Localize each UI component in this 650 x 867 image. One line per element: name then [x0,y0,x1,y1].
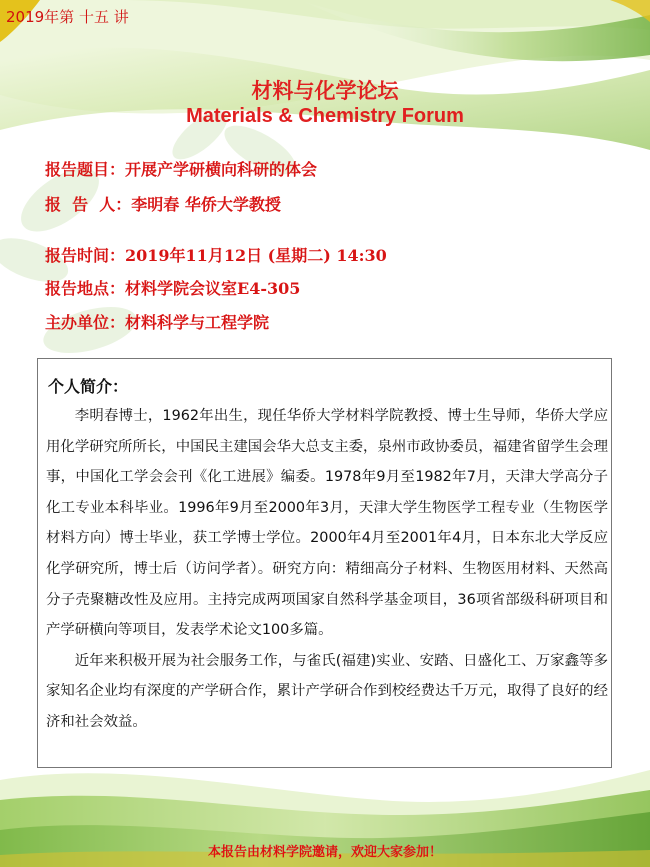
topic-value: 开展产学研横向科研的体会 [125,160,318,179]
topic-label: 报告题目： [45,160,126,179]
info-row-host [45,310,269,333]
bio-paragraph-1: 李明春博士，1962年出生，现任华侨大学材料学院教授、博士生导师，华侨大学应用化学研究所所长，中国民主建国会华大总支主委，泉州市政协委员，福建省留学生会理事，中国化工学会会刊《化工进展》编委。1978年9月至1982年7月，天津大学高分子化工专业本科毕业。1996年9月至2000年3月，天津大学生物医学工程专业（生物医学材料方向）博士毕业，获工学博士学位。2000年4月至2001年4月，日本东北大学反应化学研究所，博士后（访问学者）。研究方向：精细高分子材料、生物医用材料、天然高分子壳聚糖改性及应用。主持完成两项国家自然科学基金项目，36项省部级科研项目和产学研横向等项目，发表学术论文100多篇。 [46,408,608,639]
info-row-place [45,276,300,299]
bio-heading: 个人简介： [48,377,129,396]
bio-paragraph-2: 近年来积极开展为社会服务工作，与雀氏(福建)实业、安踏、日盛化工、万家鑫等多家知名企业均有深度的产学研合作，累计产学研合作到校经费达千万元，取得了良好的经济和社会效益。 [46,652,608,730]
footer-invitation-note: 本报告由材料学院邀请，欢迎大家参加！ [207,845,442,860]
info-row-time [45,243,387,266]
speaker-value: 李明春 华侨大学教授 [131,195,281,214]
time-label: 报告时间： [45,246,126,265]
forum-title-cn: 材料与化学论坛 [251,79,399,103]
lecture-number: 2019年第 十五 讲 [6,8,129,26]
bio-text [46,401,608,738]
speaker-label: 报 告 人： [45,195,132,214]
host-label: 主办单位： [45,313,126,332]
bio-box [37,358,612,768]
info-row-topic [45,157,317,180]
forum-title-en: Materials & Chemistry Forum [186,105,464,127]
host-value: 材料科学与工程学院 [125,313,270,332]
info-row-speaker [45,192,281,215]
time-value: 2019年11月12日 (星期二) 14:30 [125,246,387,265]
place-value: 材料学院会议室E4-305 [125,279,301,298]
place-label: 报告地点： [45,279,126,298]
